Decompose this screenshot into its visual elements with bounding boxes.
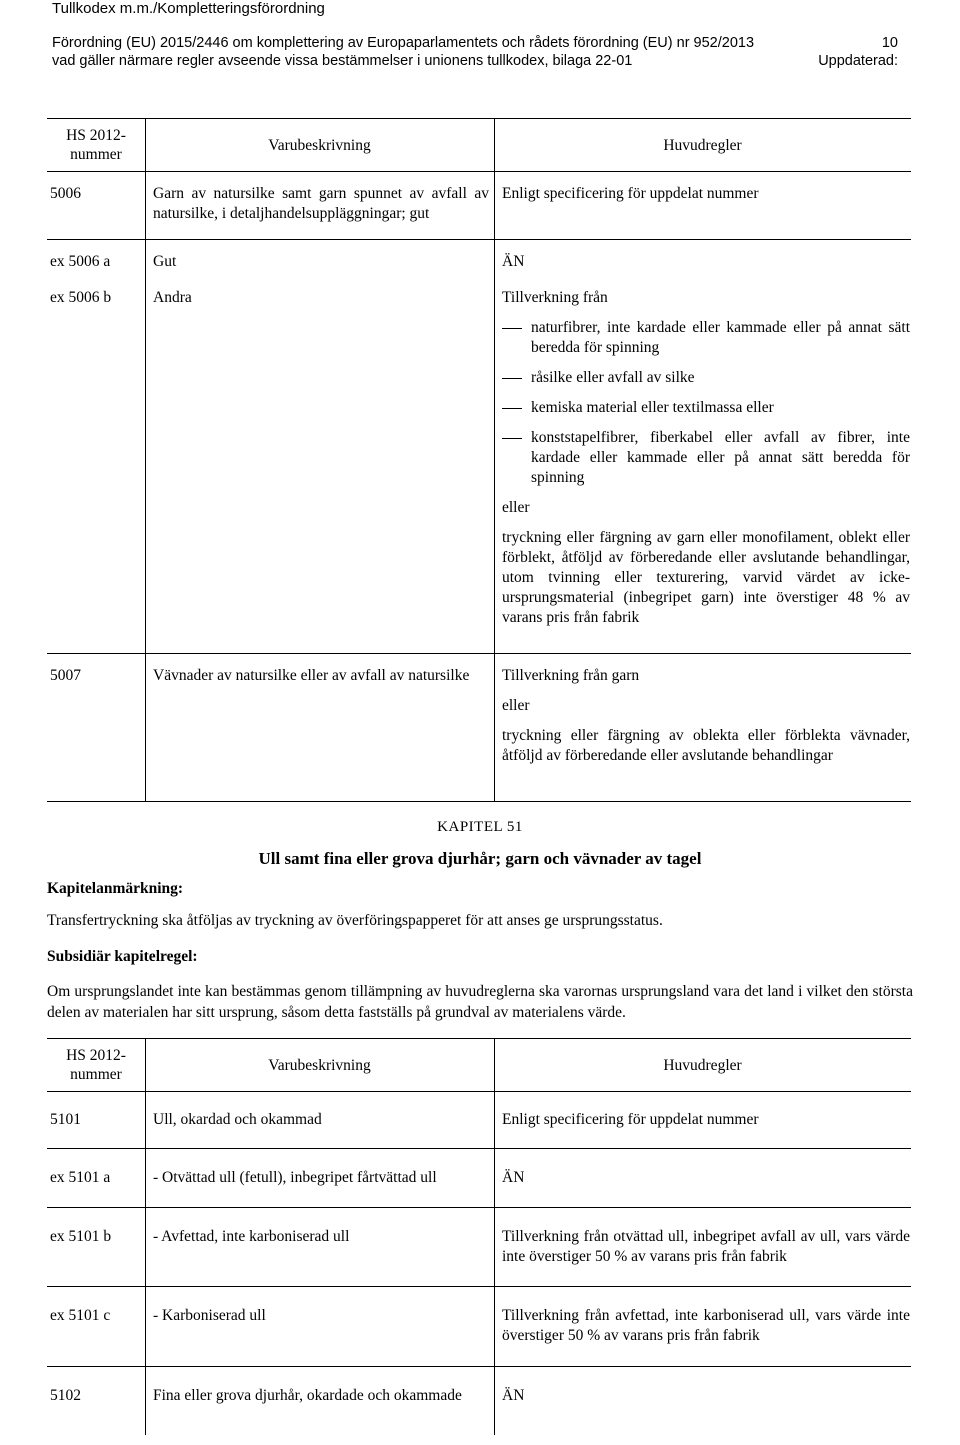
chapter-note-label: Kapitelanmärkning:: [47, 880, 184, 897]
column-header-description: Varubeskrivning: [268, 1056, 371, 1074]
rule-or: eller: [502, 697, 530, 714]
chapter-label: KAPITEL 51: [437, 819, 523, 835]
rule: Enligt specificering för uppdelat nummer: [502, 185, 759, 202]
hs-code: ex 5101 a: [50, 1169, 111, 1186]
page-number: 10: [881, 35, 898, 51]
regulation-title-line-1: Förordning (EU) 2015/2446 om komplettering av Europaparlamentets och rådets förordning (EU) nr 952/2013: [52, 35, 755, 51]
rule-dash-item: konststapelfibrer, fiberkabel eller avfall av fibrer, inte kardade eller kammade eller på annat sätt beredda för spinning: [502, 428, 910, 488]
table-header-row: [47, 119, 911, 171]
column-header-hs-line1: HS 2012-: [66, 127, 126, 144]
description: - Avfettad, inte karboniserad ull: [153, 1228, 350, 1245]
table-row: [47, 1287, 911, 1366]
page-header: [0, 0, 960, 80]
rule-dash-item: naturfibrer, inte kardade eller kammade eller på annat sätt beredda för spinning: [502, 318, 910, 358]
breadcrumb: Tullkodex m.m./Kompletteringsförordning: [52, 0, 325, 17]
table-row: [47, 240, 911, 288]
table-row: [47, 1367, 911, 1435]
rule-or: eller: [502, 499, 530, 516]
column-header-hs-line2: nummer: [70, 1066, 122, 1083]
column-header-hs: [47, 1039, 145, 1091]
hs-code: ex 5006 a: [50, 253, 111, 270]
column-header-description: Varubeskrivning: [268, 136, 371, 154]
rule-dash-item: råsilke eller avfall av silke: [502, 368, 910, 388]
rule-block: [502, 288, 910, 628]
table-row: [47, 654, 911, 801]
column-header-hs-line2: nummer: [70, 146, 122, 163]
rule-intro: Tillverkning från garn: [502, 667, 640, 684]
subsidiary-rule-text: Om ursprungslandet inte kan bestämmas genom tillämpning av huvudreglerna ska varornas ursprungsland vara det land i vilket den största delen av materialen har sitt ursprung, såsom detta fastställs på grundval av materialens värde.: [47, 983, 913, 1021]
rule-block: [502, 666, 910, 766]
rule-dash-item: kemiska material eller textilmassa eller: [502, 398, 910, 418]
column-header-hs: [47, 119, 145, 171]
rule-alternative: tryckning eller färgning av garn eller monofilament, oblekt eller förblekt, åtföljd av förberedande eller avslutande behandlingar, utom tvinning eller texturering, varvid värdet av icke-ursprungsmaterial (inbegripet garn) inte överstiger 48 % av varans pris från fabrik: [502, 529, 910, 626]
rules-table-chapter-51: [47, 1038, 911, 1435]
column-header-hs-line1: HS 2012-: [66, 1047, 126, 1064]
description: Ull, okardad och okammad: [153, 1111, 322, 1128]
hs-code: ex 5101 c: [50, 1307, 111, 1324]
column-header-rules: Huvudregler: [663, 1056, 742, 1074]
rule: ÄN: [502, 1387, 525, 1404]
table-row: [47, 1208, 911, 1286]
subsidiary-rule-label: Subsidiär kapitelregel:: [47, 948, 198, 965]
updated-label: Uppdaterad:: [818, 53, 898, 69]
rule-intro: Tillverkning från: [502, 289, 608, 306]
table-row: [47, 1092, 911, 1148]
hs-code: 5102: [50, 1387, 81, 1404]
description: Vävnader av natursilke eller av avfall av natursilke: [153, 667, 470, 684]
description: Gut: [153, 253, 177, 270]
rule: Tillverkning från otvättad ull, inbegripet avfall av ull, vars värde inte överstiger 50 % av varans pris från fabrik: [502, 1228, 910, 1265]
table-bottom-rule: [47, 801, 911, 802]
rule: ÄN: [502, 1169, 525, 1186]
column-header-rules: Huvudregler: [663, 136, 742, 154]
table-header-row: [47, 1039, 911, 1091]
table-row: [47, 1149, 911, 1207]
description: Fina eller grova djurhår, okardade och okammade: [153, 1387, 462, 1404]
rule: Enligt specificering för uppdelat nummer: [502, 1111, 759, 1128]
regulation-title-line-2: vad gäller närmare regler avseende vissa bestämmelser i unionens tullkodex, bilaga 22-01: [52, 53, 633, 69]
description: Garn av natursilke samt garn spunnet av avfall av natursilke, i detaljhandelsuppläggningar; gut: [153, 185, 489, 222]
hs-code: 5101: [50, 1111, 81, 1128]
description: - Karboniserad ull: [153, 1307, 266, 1324]
chapter-title: Ull samt fina eller grova djurhår; garn och vävnader av tagel: [258, 849, 702, 868]
hs-code: ex 5006 b: [50, 289, 112, 306]
table-row: [47, 288, 911, 653]
chapter-note-text: Transfertryckning ska åtföljas av tryckning av överföringspapperet för att anses ge ursprungsstatus.: [47, 912, 663, 929]
description: - Otvättad ull (fetull), inbegripet fårtvättad ull: [153, 1169, 437, 1186]
hs-code: ex 5101 b: [50, 1228, 112, 1245]
rule: Tillverkning från avfettad, inte karboniserad ull, vars värde inte överstiger 50 % av varans pris från fabrik: [502, 1307, 910, 1344]
table-row: [47, 172, 911, 239]
rule-alternative: tryckning eller färgning av oblekta eller förblekta vävnader, åtföljd av förberedande eller avslutande behandlingar: [502, 727, 910, 764]
hs-code: 5006: [50, 185, 81, 202]
rules-table-chapter-50: [47, 118, 911, 802]
description: Andra: [153, 289, 192, 306]
hs-code: 5007: [50, 667, 81, 684]
rule: ÄN: [502, 253, 525, 270]
